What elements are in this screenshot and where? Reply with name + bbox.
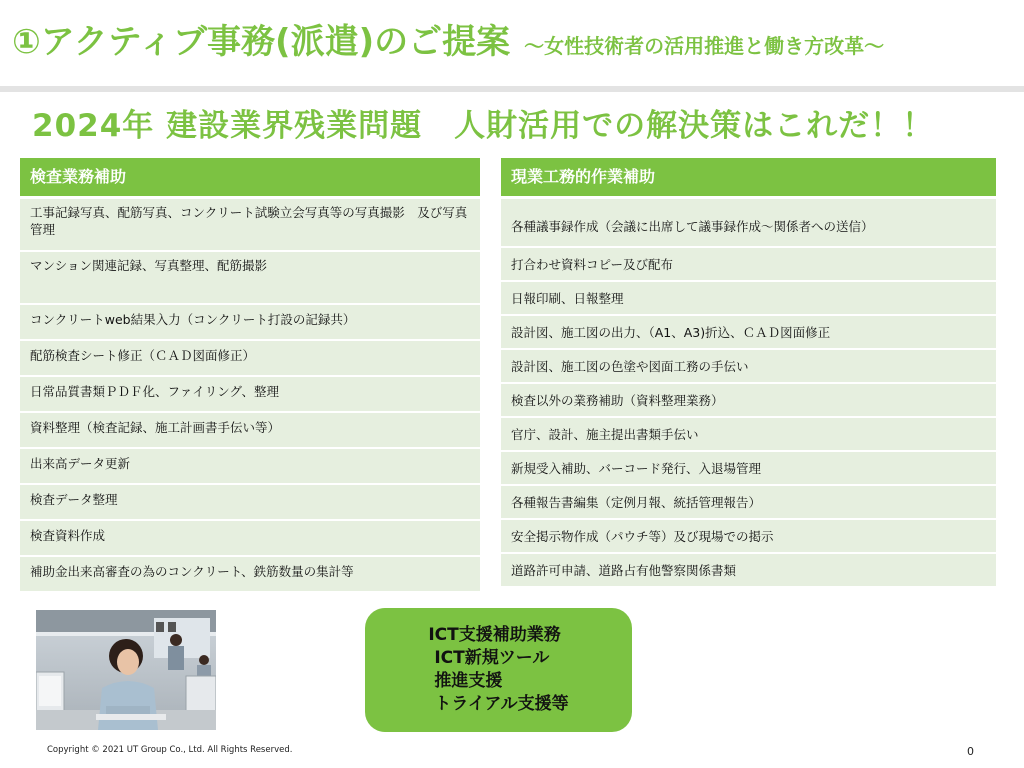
list-item: 道路許可申請、道路占有他警察関係書類 [501, 554, 996, 588]
page-number: 0 [967, 745, 974, 758]
list-item: 検査資料作成 [20, 521, 480, 557]
list-item: 官庁、設計、施主提出書類手伝い [501, 418, 996, 452]
list-item: 資料整理（検査記録、施工計画書手伝い等） [20, 413, 480, 449]
ict-line: トライアル支援等 [434, 694, 569, 714]
slide-title [12, 14, 1012, 70]
list-item: 検査以外の業務補助（資料整理業務） [501, 384, 996, 418]
list-item: 日常品質書類ＰＤＦ化、ファイリング、整理 [20, 377, 480, 413]
ict-line: 推進支援 [434, 671, 503, 691]
site-office-support-panel [501, 158, 996, 588]
list-item: 設計図、施工図の色塗や図面工務の手伝い [501, 350, 996, 384]
list-item: 工事記録写真、配筋写真、コンクリート試験立会写真等の写真撮影 及び写真管理 [20, 199, 480, 252]
ict-support-box [365, 608, 632, 732]
copyright-text: Copyright © 2021 UT Group Co., Ltd. All Rights Reserved. [47, 745, 293, 755]
list-item: 補助金出来高審査の為のコンクリート、鉄筋数量の集計等 [20, 557, 480, 593]
panel-header: 検査業務補助 [20, 158, 480, 196]
title-subtitle: ～女性技術者の活用推進と働き方改革～ [524, 34, 885, 58]
list-item: マンション関連記録、写真整理、配筋撮影 [20, 252, 480, 305]
inspection-support-panel [20, 158, 480, 593]
list-item: 日報印刷、日報整理 [501, 282, 996, 316]
headline: 2024年 建設業界残業問題 人財活用での解決策はこれだ！！ [32, 108, 935, 144]
title-divider [0, 86, 1024, 92]
panel-header: 現業工務的作業補助 [501, 158, 996, 196]
list-item: 出来高データ更新 [20, 449, 480, 485]
list-item: 配筋検査シート修正（ＣＡＤ図面修正） [20, 341, 480, 377]
title-main: ①アクティブ事務(派遣)のご提案 [12, 22, 511, 62]
ict-line: ICT新規ツール [434, 648, 550, 668]
list-item: 打合わせ資料コピー及び配布 [501, 248, 996, 282]
list-item: 各種報告書編集（定例月報、統括管理報告） [501, 486, 996, 520]
ict-line: ICT支援補助業務 [428, 625, 561, 645]
list-item: 設計図、施工図の出力、（A1、A3)折込、ＣＡＤ図面修正 [501, 316, 996, 350]
list-item: 新規受入補助、バーコード発行、入退場管理 [501, 452, 996, 486]
list-item: 検査データ整理 [20, 485, 480, 521]
list-item: コンクリートweb結果入力（コンクリート打設の記録共） [20, 305, 480, 341]
list-item: 各種議事録作成（会議に出席して議事録作成～関係者への送信） [501, 199, 996, 248]
list-item: 安全掲示物作成（パウチ等）及び現場での掲示 [501, 520, 996, 554]
office-photo-illustration [36, 610, 216, 730]
office-worker-photo [36, 610, 216, 730]
